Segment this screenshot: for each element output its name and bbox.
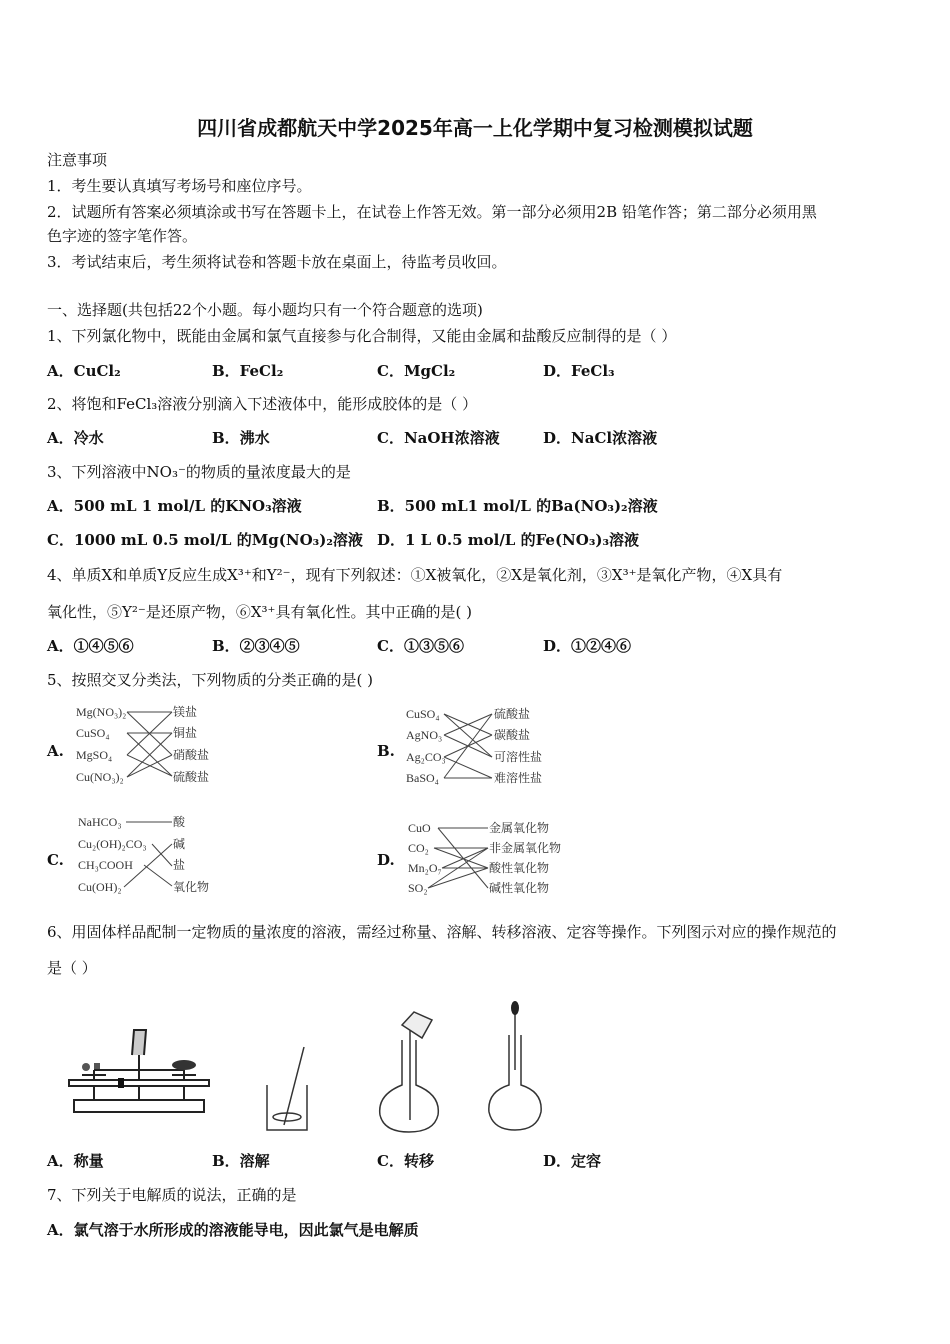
notice-item: 3．考试结束后，考生须将试卷和答题卡放在桌面上，待监考员收回。 <box>47 253 507 271</box>
left-item: Cu₂(OH)₂CO₃ <box>78 837 147 851</box>
q1-option-d: D．FeCl₃ <box>543 362 615 380</box>
classification-diagram-d <box>404 818 584 903</box>
q4-option-a: A．①④⑤⑥ <box>47 637 134 655</box>
left-item: CO₂ <box>408 841 429 855</box>
connector-lines <box>444 714 492 778</box>
q6-option-a: A．称量 <box>47 1152 104 1170</box>
right-item: 硫酸盐 <box>494 707 531 721</box>
right-item: 酸性氧化物 <box>489 861 550 875</box>
q6-option-c: C．转移 <box>377 1152 434 1170</box>
left-item: NaHCO₃ <box>78 815 122 829</box>
q1-option-c: C．MgCl₂ <box>377 362 456 380</box>
question-4-stem-cont: 氧化性，⑤Y²⁻是还原产物，⑥X³⁺具有氧化性。其中正确的是( ) <box>47 603 472 621</box>
right-item: 非金属氧化物 <box>489 841 562 855</box>
left-item: Cu(NO₃)₂ <box>76 770 124 784</box>
q5-option-d-label: D. <box>377 851 395 869</box>
q4-option-d: D．①②④⑥ <box>543 637 632 655</box>
left-item: CuSO₄ <box>76 726 110 740</box>
question-4-stem: 4、单质X和单质Y反应生成X³⁺和Y²⁻，现有下列叙述：①X被氧化，②X是氧化剂，③X³⁺是氧化产物，④X具有 <box>47 566 783 584</box>
left-item: Mg(NO₃)₂ <box>76 705 127 719</box>
q1-option-a: A．CuCl₂ <box>47 362 121 380</box>
right-item: 金属氧化物 <box>489 821 550 835</box>
q3-option-b: B．500 mL1 mol/L 的Ba(NO₃)₂溶液 <box>377 497 658 515</box>
right-item: 镁盐 <box>173 705 198 719</box>
q6-option-b: B．溶解 <box>212 1152 270 1170</box>
notice-item: 色字迹的签字笔作答。 <box>47 227 198 245</box>
left-item: AgNO₃ <box>406 728 443 742</box>
q5-option-c-label: C. <box>47 851 64 869</box>
right-item: 可溶性盐 <box>494 750 543 764</box>
volumetric-flask-transfer-illustration <box>372 1010 447 1135</box>
classification-diagram-b <box>402 702 562 792</box>
left-item: Cu(OH)₂ <box>78 880 122 894</box>
q2-option-c: C．NaOH浓溶液 <box>377 429 500 447</box>
right-item: 氧化物 <box>173 880 210 894</box>
right-item: 盐 <box>173 858 186 872</box>
right-item: 碱性氧化物 <box>489 881 550 895</box>
q7-option-a: A．氯气溶于水所形成的溶液能导电，因此氯气是电解质 <box>47 1221 419 1239</box>
right-item: 硫酸盐 <box>173 770 210 784</box>
left-item: SO₂ <box>408 881 428 895</box>
left-item: Ag₂CO₃ <box>406 750 446 764</box>
question-5-stem: 5、按照交叉分类法，下列物质的分类正确的是( ) <box>47 671 374 689</box>
q3-option-d: D．1 L 0.5 mol/L 的Fe(NO₃)₃溶液 <box>377 531 640 549</box>
left-item: CuSO₄ <box>406 707 440 721</box>
q4-option-c: C．①③⑤⑥ <box>377 637 464 655</box>
balance-weighing-illustration <box>64 1025 214 1130</box>
left-item: Mn₂O₇ <box>408 861 442 875</box>
right-item: 铜盐 <box>173 726 198 740</box>
q5-option-b-label: B. <box>377 742 395 760</box>
connector-lines <box>428 828 488 888</box>
q1-option-b: B．FeCl₂ <box>212 362 284 380</box>
q3-option-c: C．1000 mL 0.5 mol/L 的Mg(NO₃)₂溶液 <box>47 531 363 549</box>
q2-option-d: D．NaCl浓溶液 <box>543 429 658 447</box>
right-item: 硝酸盐 <box>173 748 210 762</box>
right-item: 难溶性盐 <box>494 771 543 785</box>
right-item: 碳酸盐 <box>494 728 531 742</box>
left-item: BaSO₄ <box>406 771 439 785</box>
question-6-stem: 6、用固体样品配制一定物质的量浓度的溶液，需经过称量、溶解、转移溶液、定容等操作。下列图示对应的操作规范的 <box>47 923 837 941</box>
notice-heading: 注意事项 <box>47 151 108 169</box>
question-6-stem-cont: 是（ ） <box>47 959 97 977</box>
classification-diagram-c <box>74 810 224 900</box>
notice-item: 1．考生要认真填写考场号和座位序号。 <box>47 177 312 195</box>
q4-option-b: B．②③④⑤ <box>212 637 300 655</box>
section-heading: 一、选择题(共包括22个小题。每小题均只有一个符合题意的选项) <box>47 301 483 319</box>
beaker-dissolving-illustration <box>262 1045 312 1135</box>
q2-option-a: A．冷水 <box>47 429 104 447</box>
right-item: 碱 <box>173 837 186 851</box>
question-7-stem: 7、下列关于电解质的说法，正确的是 <box>47 1186 297 1204</box>
connector-lines <box>124 822 172 887</box>
q2-option-b: B．沸水 <box>212 429 270 447</box>
left-item: MgSO₄ <box>76 748 113 762</box>
question-1-stem: 1、下列氯化物中，既能由金属和氯气直接参与化合制得，又能由金属和盐酸反应制得的是（ ） <box>47 327 677 345</box>
left-item: CH₃COOH <box>78 858 133 872</box>
right-item: 酸 <box>173 815 186 829</box>
classification-diagram-a <box>72 700 222 790</box>
question-2-stem: 2、将饱和FeCl₃溶液分别滴入下述液体中，能形成胶体的是（ ） <box>47 395 478 413</box>
volumetric-flask-filling-illustration <box>485 1000 545 1135</box>
q6-option-d: D．定容 <box>543 1152 602 1170</box>
question-3-stem: 3、下列溶液中NO₃⁻的物质的量浓度最大的是 <box>47 463 351 481</box>
q5-option-a-label: A. <box>47 742 64 760</box>
page-title: 四川省成都航天中学2025年高一上化学期中复习检测模拟试题 <box>197 116 753 140</box>
connector-lines <box>127 712 172 777</box>
left-item: CuO <box>408 821 431 835</box>
q3-option-a: A．500 mL 1 mol/L 的KNO₃溶液 <box>47 497 302 515</box>
notice-item: 2．试题所有答案必须填涂或书写在答题卡上，在试卷上作答无效。第一部分必须用2B 铅笔作答；第二部分必须用黑 <box>47 203 817 221</box>
